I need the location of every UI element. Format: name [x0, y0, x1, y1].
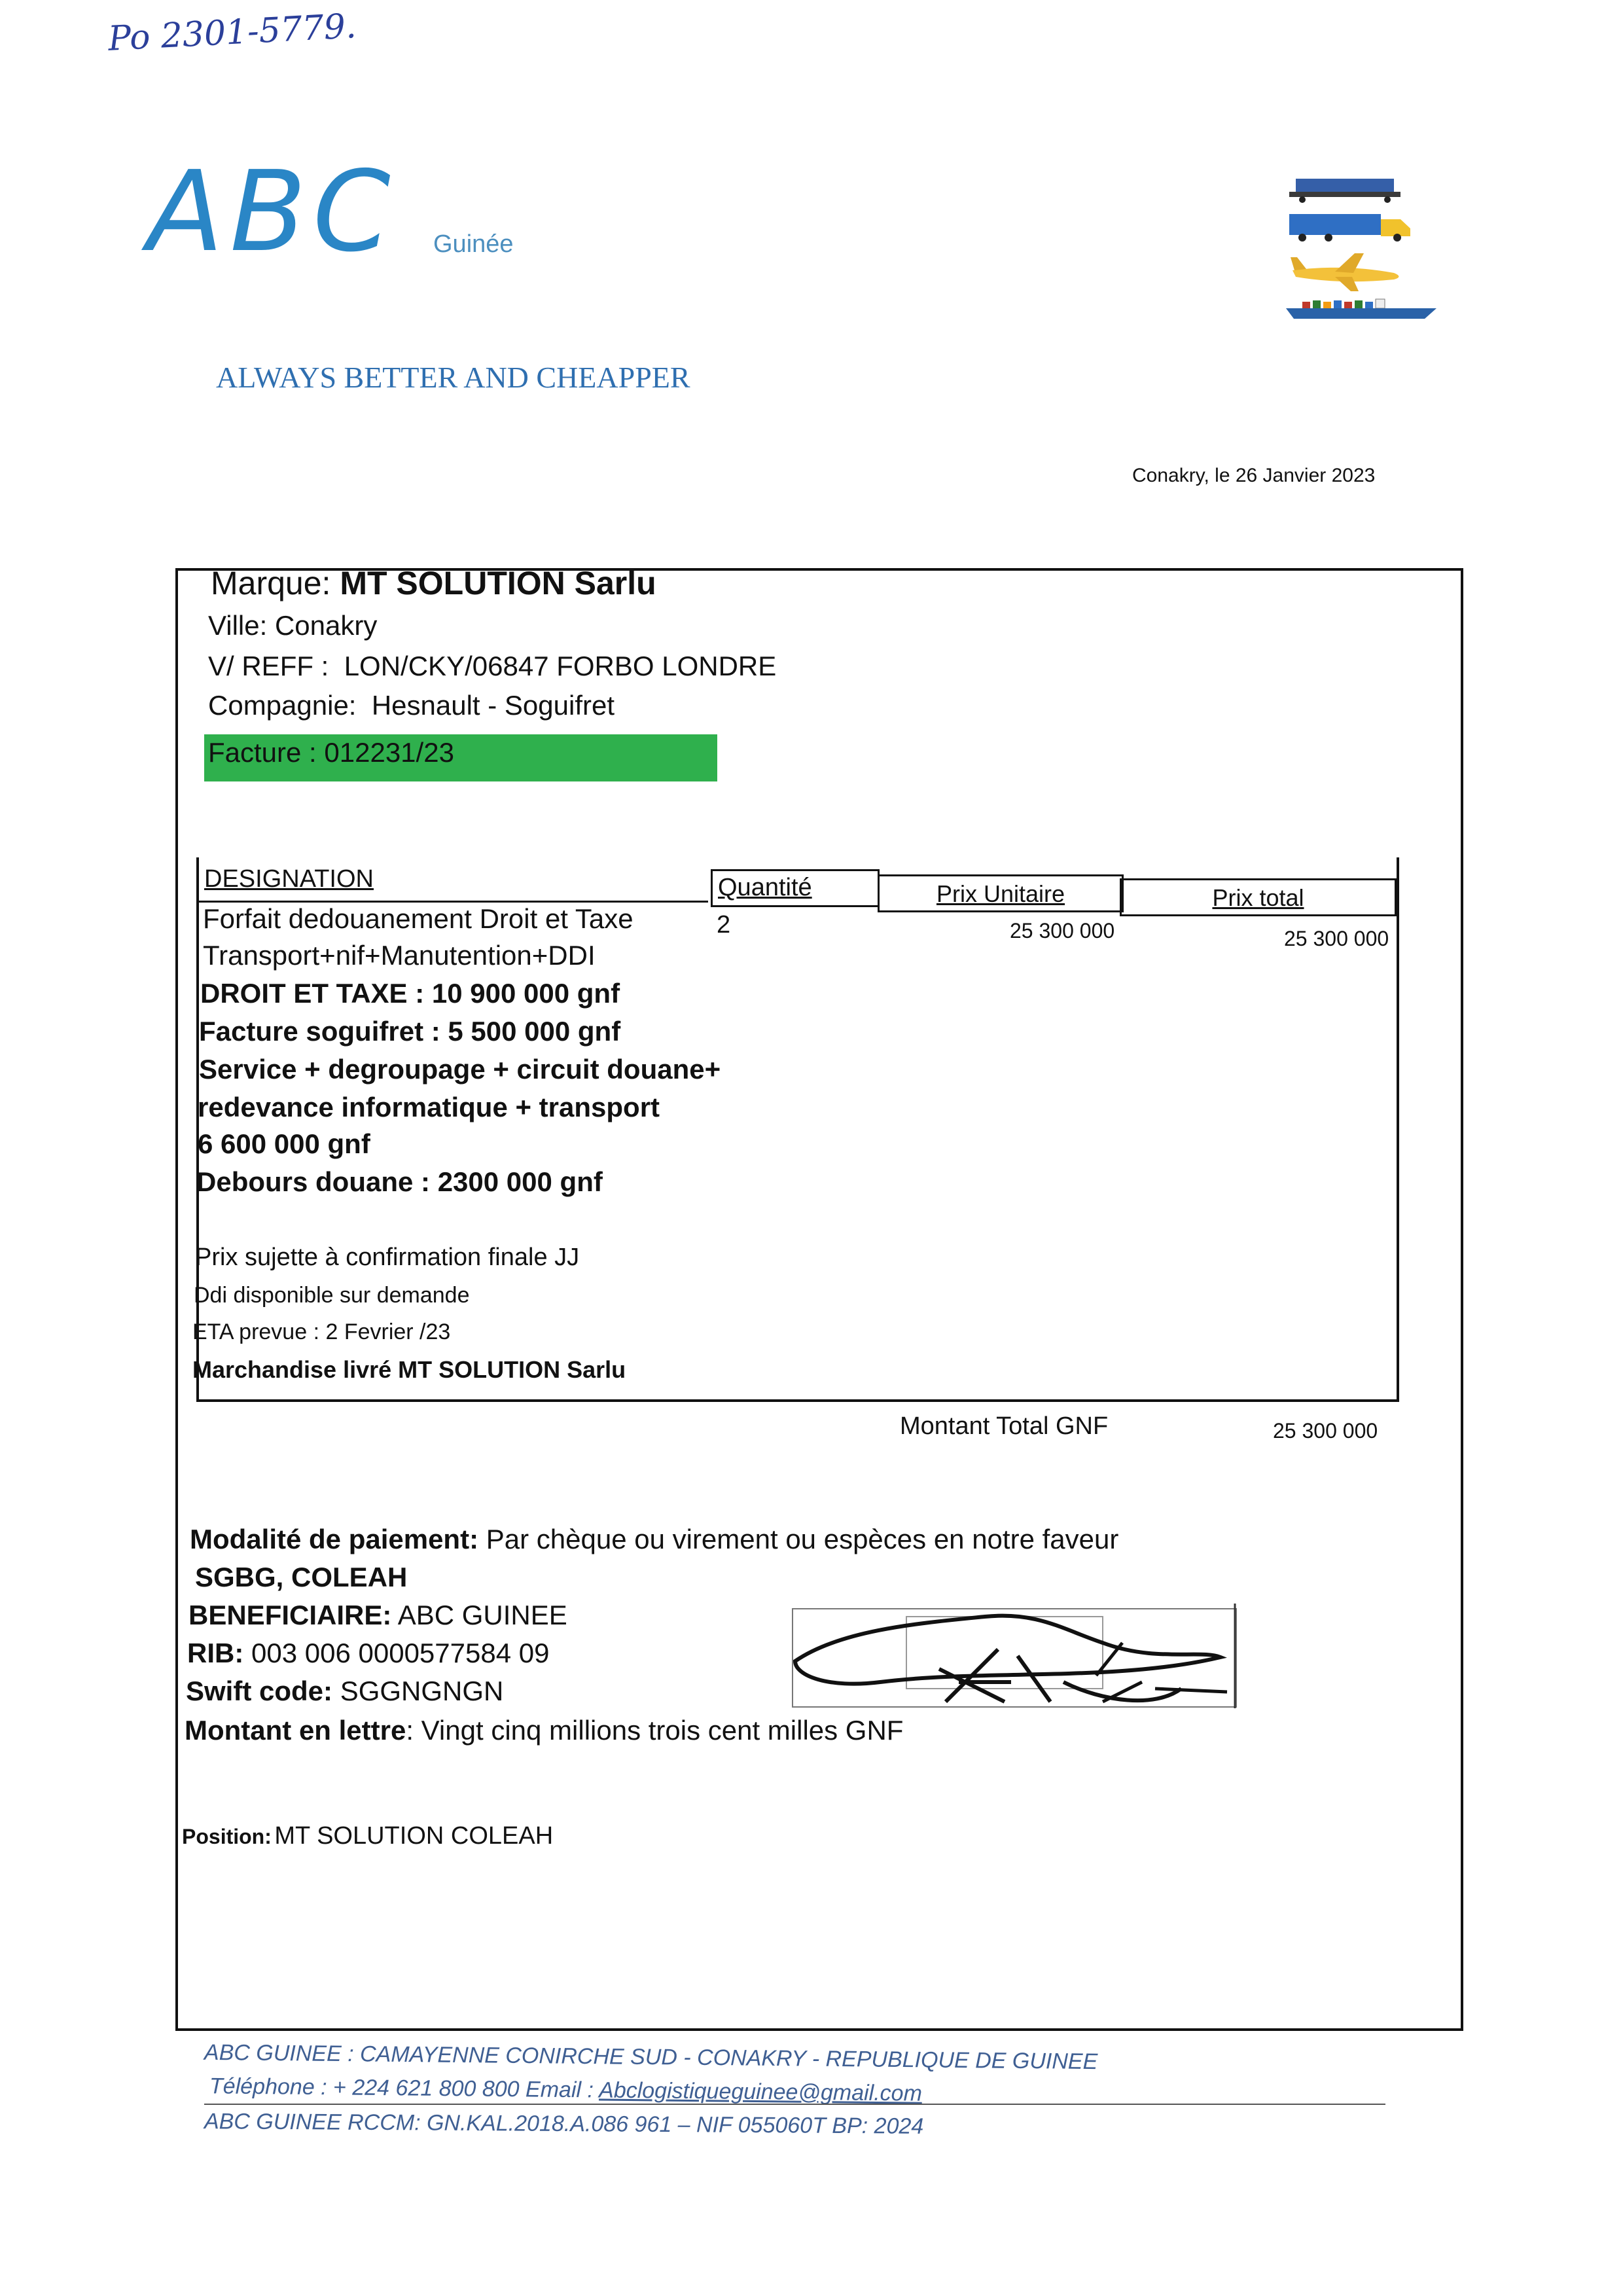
- col-header-prix-total: [1120, 878, 1397, 916]
- transport-icons: [1283, 173, 1440, 327]
- signature: [789, 1604, 1243, 1715]
- compagnie-line: [208, 690, 615, 721]
- col-header-quantite: [711, 869, 880, 907]
- modalite-value: Par chèque ou virement ou espèces en notre faveur: [486, 1524, 1119, 1554]
- detail-service-amount: 6 600 000 gnf: [198, 1128, 370, 1159]
- note-marchandise: Marchandise livré MT SOLUTION Sarlu: [192, 1356, 626, 1383]
- note-prix: Prix sujette à confirmation finale JJ: [195, 1244, 580, 1271]
- detail-debours: Debours douane : 2300 000 gnf: [196, 1166, 603, 1197]
- detail-service-2: redevance informatique + transport: [198, 1092, 660, 1122]
- position-label: Position:: [182, 1825, 272, 1848]
- logo-subtitle: Guinée: [433, 230, 514, 258]
- col-header-designation: [196, 865, 708, 903]
- modalite-line: [190, 1524, 1118, 1555]
- airplane-icon: [1291, 253, 1399, 291]
- detail-droit-taxe: DROIT ET TAXE : 10 900 000 gnf: [200, 978, 620, 1009]
- detail-service-1: Service + degroupage + circuit douane+: [199, 1054, 721, 1085]
- position-line: [182, 1822, 553, 1850]
- beneficiaire-line: [188, 1600, 567, 1631]
- designation-line-2: Transport+nif+Manutention+DDI: [203, 940, 596, 971]
- handwritten-reference: Po 2301-5779.: [107, 7, 357, 59]
- montant-lettre-line: [185, 1715, 903, 1746]
- position-value: MT SOLUTION COLEAH: [274, 1822, 554, 1850]
- marque-line: [211, 564, 656, 602]
- footer-registration: ABC GUINEE RCCM: GN.KAL.2018.A.086 961 – NIF 055060T BP: 2024: [204, 2109, 924, 2139]
- row-prix-unitaire: 25 300 000: [1010, 919, 1115, 942]
- total-label: Montant Total GNF: [900, 1412, 1109, 1440]
- reff-value: LON/CKY/06847 FORBO LONDRE: [344, 651, 777, 681]
- swift-line: [186, 1676, 503, 1707]
- footer-contact: [209, 2073, 922, 2106]
- facture-number: Facture : 012231/23: [208, 737, 454, 768]
- beneficiaire-label: BENEFICIAIRE:: [188, 1600, 392, 1630]
- bank-name: SGBG, COLEAH: [195, 1562, 408, 1592]
- train-icon: [1289, 179, 1400, 203]
- note-ddi: Ddi disponible sur demande: [194, 1283, 470, 1308]
- rib-label: RIB:: [187, 1638, 244, 1668]
- col-prix-unitaire-label: Prix Unitaire: [936, 880, 1065, 907]
- total-value: 25 300 000: [1273, 1419, 1378, 1443]
- company-logo: ABC: [147, 147, 397, 277]
- footer-address: ABC GUINEE : CAMAYENNE CONIRCHE SUD - CONAKRY - REPUBLIQUE DE GUINEE: [204, 2039, 1098, 2075]
- ship-icon: [1286, 299, 1436, 319]
- reff-line: [208, 651, 776, 682]
- designation-line-1: Forfait dedouanement Droit et Taxe: [203, 903, 633, 934]
- compagnie-label: Compagnie:: [208, 690, 357, 721]
- beneficiaire-value: ABC GUINEE: [397, 1600, 567, 1630]
- detail-facture-soguifret: Facture soguifret : 5 500 000 gnf: [199, 1016, 621, 1047]
- col-quantite-label: Quantité: [718, 874, 812, 901]
- row-quantite: 2: [717, 911, 731, 939]
- marque-label: Marque:: [211, 565, 331, 601]
- col-prix-total-label: Prix total: [1212, 884, 1304, 911]
- row-prix-total: 25 300 000: [1284, 927, 1389, 950]
- note-eta: ETA prevue : 2 Fevrier /23: [192, 1319, 451, 1344]
- compagnie-value: Hesnault - Soguifret: [371, 690, 615, 721]
- montant-lettre-label: Montant en lettre: [185, 1715, 406, 1746]
- swift-value: SGGNGNGN: [340, 1676, 504, 1706]
- rib-line: [187, 1638, 549, 1669]
- modalite-label: Modalité de paiement:: [190, 1524, 479, 1554]
- footer-phone: Téléphone : + 224 621 800 800 Email :: [209, 2073, 594, 2103]
- footer-divider: [204, 2104, 1385, 2105]
- slogan: ALWAYS BETTER AND CHEAPPER: [216, 361, 690, 394]
- document-date: Conakry, le 26 Janvier 2023: [1132, 465, 1376, 486]
- montant-lettre-value: : Vingt cinq millions trois cent milles GNF: [406, 1715, 904, 1746]
- truck-icon: [1289, 214, 1410, 242]
- marque-value: MT SOLUTION Sarlu: [340, 565, 656, 601]
- ville: Ville: Conakry: [208, 610, 378, 641]
- footer-email: Abclogistiqueguinee@gmail.com: [598, 2077, 923, 2106]
- col-header-prix-unitaire: [878, 874, 1124, 912]
- rib-value: 003 006 0000577584 09: [251, 1638, 550, 1668]
- swift-label: Swift code:: [186, 1676, 333, 1706]
- col-designation-label: DESIGNATION: [204, 865, 374, 893]
- reff-label: V/ REFF :: [208, 651, 329, 681]
